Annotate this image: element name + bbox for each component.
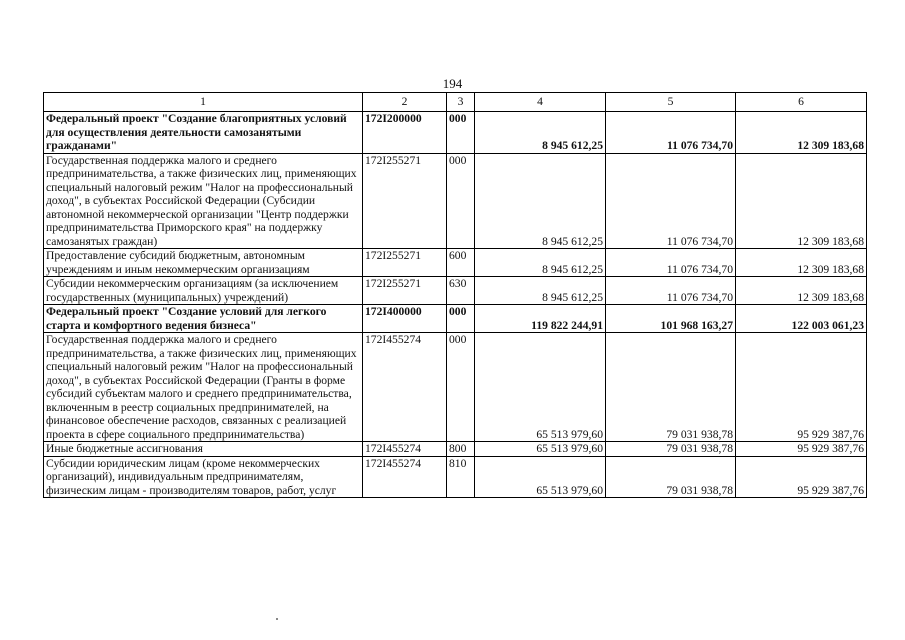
row-name-cell: Государственная поддержка малого и среднего предпринимательства, а также физических лиц, применяющих специальный налоговый режим "Налог на профессиональный доход", в субъектах Российской Федерации (Субсидии автономной некоммерческой организации "Центр поддержки предпринимательства Приморского края" на поддержку самозанятых граждан) [44,153,363,249]
table-row [44,153,867,249]
row-name-cell: Государственная поддержка малого и среднего предпринимательства, а также физических лиц, применяющих специальный налоговый режим "Налог на профессиональный доход", в субъектах Российской Федерации (Гранты в форме субсидий субъектам малого и среднего предпринимательства, включенным в реестр социальных предпринимателей, на финансовое обеспечение расходов, связанных с реализацией проекта в сфере социального предпринимательства) [44,333,363,442]
row-value-2-cell: 79 031 938,78 [606,456,736,498]
row-type-cell: 000 [447,112,475,154]
row-code-cell: 172I255271 [363,249,447,277]
row-value-3-cell: 12 309 183,68 [736,112,867,154]
row-name-cell: Иные бюджетные ассигнования [44,442,363,457]
row-value-1-cell: 65 513 979,60 [475,456,606,498]
row-code-cell: 172I455274 [363,333,447,442]
table-header-row [44,93,867,112]
row-type-cell: 810 [447,456,475,498]
row-code-cell: 172I255271 [363,277,447,305]
table-row [44,456,867,498]
row-code-cell: 172I455274 [363,456,447,498]
row-value-3-cell: 95 929 387,76 [736,442,867,457]
row-value-1-cell: 119 822 244,91 [475,305,606,333]
table-row [44,442,867,457]
scan-speck [276,618,278,620]
row-type-cell: 800 [447,442,475,457]
column-header-2: 2 [363,93,447,112]
table-row [44,112,867,154]
row-value-2-cell: 79 031 938,78 [606,333,736,442]
table-row [44,249,867,277]
row-value-1-cell: 8 945 612,25 [475,112,606,154]
row-value-3-cell: 95 929 387,76 [736,456,867,498]
row-type-cell: 000 [447,305,475,333]
row-type-cell: 000 [447,153,475,249]
column-header-6: 6 [736,93,867,112]
row-value-3-cell: 95 929 387,76 [736,333,867,442]
column-header-1: 1 [44,93,363,112]
row-value-2-cell: 11 076 734,70 [606,277,736,305]
row-value-3-cell: 12 309 183,68 [736,153,867,249]
table-row [44,333,867,442]
row-value-2-cell: 11 076 734,70 [606,249,736,277]
row-type-cell: 000 [447,333,475,442]
row-code-cell: 172I400000 [363,305,447,333]
row-type-cell: 600 [447,249,475,277]
row-value-1-cell: 8 945 612,25 [475,277,606,305]
column-header-5: 5 [606,93,736,112]
row-code-cell: 172I255271 [363,153,447,249]
column-header-3: 3 [447,93,475,112]
row-name-cell: Субсидии юридическим лицам (кроме некоммерческих организаций), индивидуальным предпринимателям, физическим лицам - производителям товаров, работ, услуг [44,456,363,498]
row-value-2-cell: 79 031 938,78 [606,442,736,457]
row-value-2-cell: 11 076 734,70 [606,153,736,249]
table-row [44,277,867,305]
row-name-cell: Федеральный проект "Создание благоприятных условий для осуществления деятельности самозанятыми гражданами" [44,112,363,154]
row-value-1-cell: 65 513 979,60 [475,442,606,457]
row-value-3-cell: 12 309 183,68 [736,249,867,277]
row-name-cell: Субсидии некоммерческим организациям (за исключением государственных (муниципальных) учреждений) [44,277,363,305]
row-value-1-cell: 8 945 612,25 [475,249,606,277]
page-number: 194 [442,76,463,91]
row-value-2-cell: 11 076 734,70 [606,112,736,154]
table-row [44,305,867,333]
row-value-1-cell: 8 945 612,25 [475,153,606,249]
row-type-cell: 630 [447,277,475,305]
column-header-4: 4 [475,93,606,112]
row-value-2-cell: 101 968 163,27 [606,305,736,333]
row-code-cell: 172I455274 [363,442,447,457]
row-value-1-cell: 65 513 979,60 [475,333,606,442]
row-name-cell: Федеральный проект "Создание условий для легкого старта и комфортного ведения бизнеса" [44,305,363,333]
row-code-cell: 172I200000 [363,112,447,154]
row-name-cell: Предоставление субсидий бюджетным, автономным учреждениям и иным некоммерческим организациям [44,249,363,277]
budget-table [43,92,867,498]
row-value-3-cell: 12 309 183,68 [736,277,867,305]
row-value-3-cell: 122 003 061,23 [736,305,867,333]
